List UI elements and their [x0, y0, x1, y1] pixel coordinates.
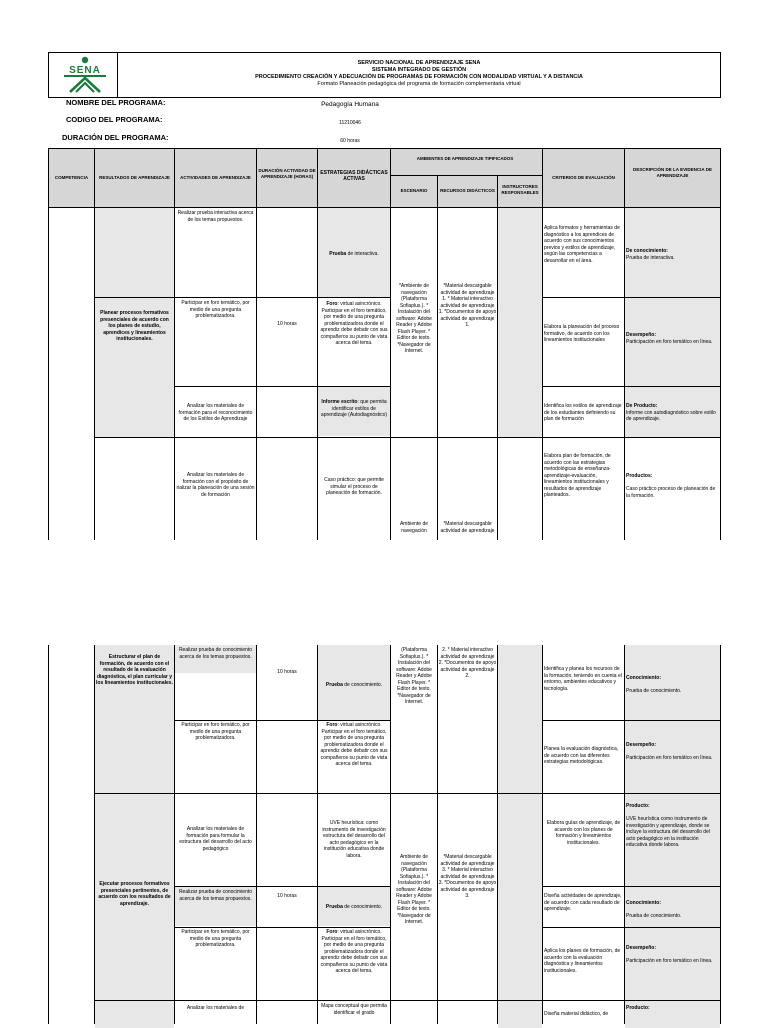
- actividad-p2-5: Participar en foro temático, por medio de una pregunta problematizadora.: [181, 929, 250, 948]
- criterio-3: Identifica los estilos de aprendizaje de los estudiantes definiendo su plan de formación: [544, 403, 622, 422]
- header-system: SISTEMA INTEGRADO DE GESTIÓN: [371, 67, 467, 73]
- evidencia-p2-1: Conocimiento: Prueba de conocimiento.: [626, 675, 682, 694]
- duracion-p2-1: 10 horas: [277, 669, 297, 675]
- estrategia-4: Caso práctico: que permite simular el proceso de planeación de formación.: [324, 477, 384, 496]
- col-resultados: RESULTADOS DE APRENDIZAJE: [99, 175, 170, 180]
- estrategia-p2-1: Prueba de conocimiento.: [325, 682, 383, 688]
- criterio-2: Elabora la planeación del proceso formativo, de acuerdo con los lineamientos institucionales: [544, 324, 620, 343]
- actividad-p2-4: Realizar prueba de conocimiento acerca de los temas propuestos.: [178, 889, 253, 902]
- col-recursos: RECURSOS DIDÁCTICOS: [440, 188, 495, 193]
- criterio-p2-4: Diseña actividades de aprendizaje, de acuerdo con cada resultado de aprendizaje.: [544, 893, 622, 912]
- estrategia-p2-5: Foro: virtual asincrónico. Participar en el foro temático, por medio de una pregunta problematizadora donde el aprendiz debe debatir con sus compañeros su punto de vista acerca del tema.: [320, 929, 388, 974]
- estrategia-p2-3: UVE heurística: como instrumento de investigación estructura del desarrollo del acto pedagógico en la institución educativa donde labora.: [322, 820, 386, 859]
- resultado-1: Planear procesos formativos presenciales de acuerdo con los planes de estudio, aprendices y lineamientos institucionales.: [100, 310, 169, 342]
- sena-logo: [60, 56, 110, 94]
- evidencia-4: Productos: Caso práctico proceso de planeación de la formación.: [626, 473, 716, 499]
- evidencia-p2-6: Producto:: [626, 1005, 650, 1011]
- escenario-1: *Ambiente de navegación (Plataforma Sofiaplus.). * Instalación del software: Adobe Reader y Adobe Flash Player. * Editor de texto. *Navegador de Internet.: [396, 283, 432, 354]
- page-2: [0, 645, 768, 1024]
- col-descripcion: DESCRIPCIÓN DE LA EVIDENCIA DE APRENDIZAJE: [633, 167, 712, 178]
- evidencia-3: De Producto: Informe con autodiagnóstico sobre estilo de aprendizaje.: [626, 403, 716, 422]
- col-criterios: CRITERIOS DE EVALUACIÓN: [552, 175, 615, 180]
- actividad-1: Realizar prueba interactiva acerca de los temas propuestos.: [177, 210, 254, 223]
- program-duration-label: DURACIÓN DEL PROGRAMA:: [62, 133, 169, 142]
- criterio-4: Elabora plan de formación, de acuerdo con las estrategias metodológicas de enseñanza-aprendizaje-evaluación, lineamientos institucionales y resultados de aprendizaje planteados.: [544, 453, 611, 498]
- evidencia-1: De conocimiento: Prueba de interactiva.: [626, 248, 675, 261]
- criterio-p2-3: Elabora guías de aprendizaje, de acuerdo con los planes de formación y lineamientos institucionales.: [546, 820, 621, 846]
- actividad-p2-6: Analizar los materiales de: [186, 1005, 245, 1011]
- actividad-p2-2: Participar en foro temático, por medio de una pregunta problematizadora.: [181, 722, 250, 741]
- program-name-label: NOMBRE DEL PROGRAMA:: [66, 98, 166, 107]
- actividad-4: Analizar los materiales de formación con el propósito de rializar la planeación de una sesión de formación: [176, 472, 255, 498]
- col-duracion: DURACIÓN ACTIVIDAD DE APRENDIZAJE (HORAS): [258, 168, 316, 179]
- actividad-p2-3: Analizar los materiales de formación para formular la estructura del desarrollo del acto pedagógico: [179, 826, 252, 852]
- program-duration-value: 60 horas: [340, 138, 360, 144]
- header-procedure: PROCEDIMIENTO CREACIÓN Y ADECUACIÓN DE PROGRAMAS DE FORMACIÓN CON MODALIDAD VIRTUAL Y A DISTANCIA: [255, 74, 583, 80]
- col-actividades: ACTIVIDADES DE APRENDIZAJE: [180, 175, 251, 180]
- recursos-p2-2: *Material descargable actividad de aprendizaje 3. * Material interactivo actividad de aprendizaje 3. *Documentos de apoyo actividad de aprendizaje 3.: [438, 854, 497, 899]
- criterio-1: Aplica formatos y herramientas de diagnóstico a los aprendices de acuerdo con sus conocimientos previos y estilos de aprendizaje, según las competencias a desarrollar en el área.: [544, 225, 620, 264]
- recursos-p2-1: 2. * Material interactivo actividad de aprendizaje 2. *Documentos de apoyo actividad de aprendizaje 2.: [438, 647, 497, 679]
- estrategia-p2-2: Foro: virtual asincrónico. Participar en el foro temático, por medio de una pregunta problematizadora donde el aprendiz debe debatir con sus compañeros su punto de vista acerca del tema.: [320, 722, 388, 767]
- recursos-2: *Material descargable actividad de aprendizaje: [440, 521, 495, 534]
- program-code-value: 11210046: [339, 120, 361, 126]
- logo-text: SENA: [69, 65, 101, 76]
- duracion-p2-2: 10 horas: [277, 893, 297, 899]
- estrategia-1: Prueba de interactiva.: [329, 251, 379, 257]
- escenario-p2-1: (Plataforma Sofiaplus.). * Instalación del software: Adobe Reader y Adobe Flash Player. * Editor de texto. *Navegador de Internet.: [396, 647, 432, 705]
- actividad-2: Participar en foro temático, por medio de una pregunta problematizadora.: [181, 300, 250, 319]
- evidencia-p2-3: Producto: UVE heurística como instrumento de investigación y aprendizaje, donde se incluye la estructura del desarrollo del acto pedagógico en la institución educativa donde labora.: [626, 803, 710, 848]
- recursos-1: *Material descargable actividad de aprendizaje 1. * Material interactivo actividad de aprendizaje 1. *Documentos de apoyo actividad de aprendizaje 1.: [438, 283, 497, 328]
- header-format: Formato Planeación pedagógica del programa de formación complementaria virtual: [317, 81, 521, 87]
- evidencia-p2-2: Desempeño: Participación en foro temático en línea.: [626, 742, 713, 761]
- actividad-p2-1: Realizar prueba de conocimiento acerca de los temas propuestos.: [178, 647, 253, 660]
- col-ambientes: AMBIENTES DE APRENDIZAJE TIPIFICADOS: [416, 156, 514, 161]
- evidencia-p2-4: Conocimiento: Prueba de conocimiento.: [626, 900, 682, 919]
- col-escenario: ESCENARIO: [400, 188, 428, 193]
- header-org: SERVICIO NACIONAL DE APRENDIZAJE SENA: [357, 60, 481, 66]
- criterio-p2-1: Identifica y planea los recursos de la formación, teniendo en cuenta el entorno, ambientes educativos y tecnología.: [544, 666, 622, 692]
- estrategia-2: Foro: virtual asincrónico. Participar en el foro temático, por medio de una pregunta problematizadora donde el aprendiz debe debatir con sus compañeros su punto de vista acerca del tema.: [320, 301, 388, 346]
- resultado-3: Ejecutar procesos formativos presenciales pertinentes, de acuerdo con los resultados de aprendizaje.: [98, 881, 171, 907]
- escenario-2: Ambiente de navegación: [399, 521, 429, 534]
- evidencia-p2-5: Desempeño: Participación en foro temático en línea.: [626, 945, 713, 964]
- program-code-label: CODIGO DEL PROGRAMA:: [66, 115, 163, 124]
- col-competencia: COMPETENCIA: [54, 175, 89, 180]
- criterio-p2-5: Aplica los planes de formación, de acuerdo con la evaluación diagnóstica y lineamientos institucionales.: [544, 948, 621, 974]
- col-estrategias: ESTRATEGIAS DIDÁCTICAS ACTIVAS: [320, 170, 388, 182]
- criterio-p2-2: Planea la evaluación diagnóstica, de acuerdo con las diferentes estrategias metodológicas.: [544, 746, 619, 765]
- criterio-p2-6: Diseña material didáctico, de: [544, 1011, 609, 1017]
- estrategia-3: Informe escrito: que permita identificar estilos de aprendizaje (Autodiagnóstico): [320, 399, 388, 418]
- program-name-value: Pedagogía Humana: [321, 101, 379, 108]
- duracion-1: 10 horas: [277, 321, 297, 327]
- estrategia-p2-6: Mapa conceptual que permita identificar el grado: [321, 1003, 387, 1016]
- evidencia-2: Desempeño: Participación en foro temático en línea.: [626, 332, 713, 345]
- resultado-2: Estructurar el plan de formación, de acuerdo con el resultado de la evaluación diagnóstica, el plan curricular y los lineamientos institucionales.: [96, 654, 173, 686]
- actividad-3: Analizar los materiales de formación para el reconocimiento de los Estilos de Aprendizaje: [178, 403, 253, 422]
- escenario-p2-2: Ambiente de navegación (Plataforma Sofiaplus.). * Instalación del software: Adobe Reader y Adobe Flash Player. * Editor de texto. *Navegador de Internet.: [396, 854, 432, 925]
- estrategia-p2-4: Prueba de conocimiento.: [325, 904, 383, 910]
- col-instructores: INSTRUCTORES RESPONSABLES: [501, 184, 539, 195]
